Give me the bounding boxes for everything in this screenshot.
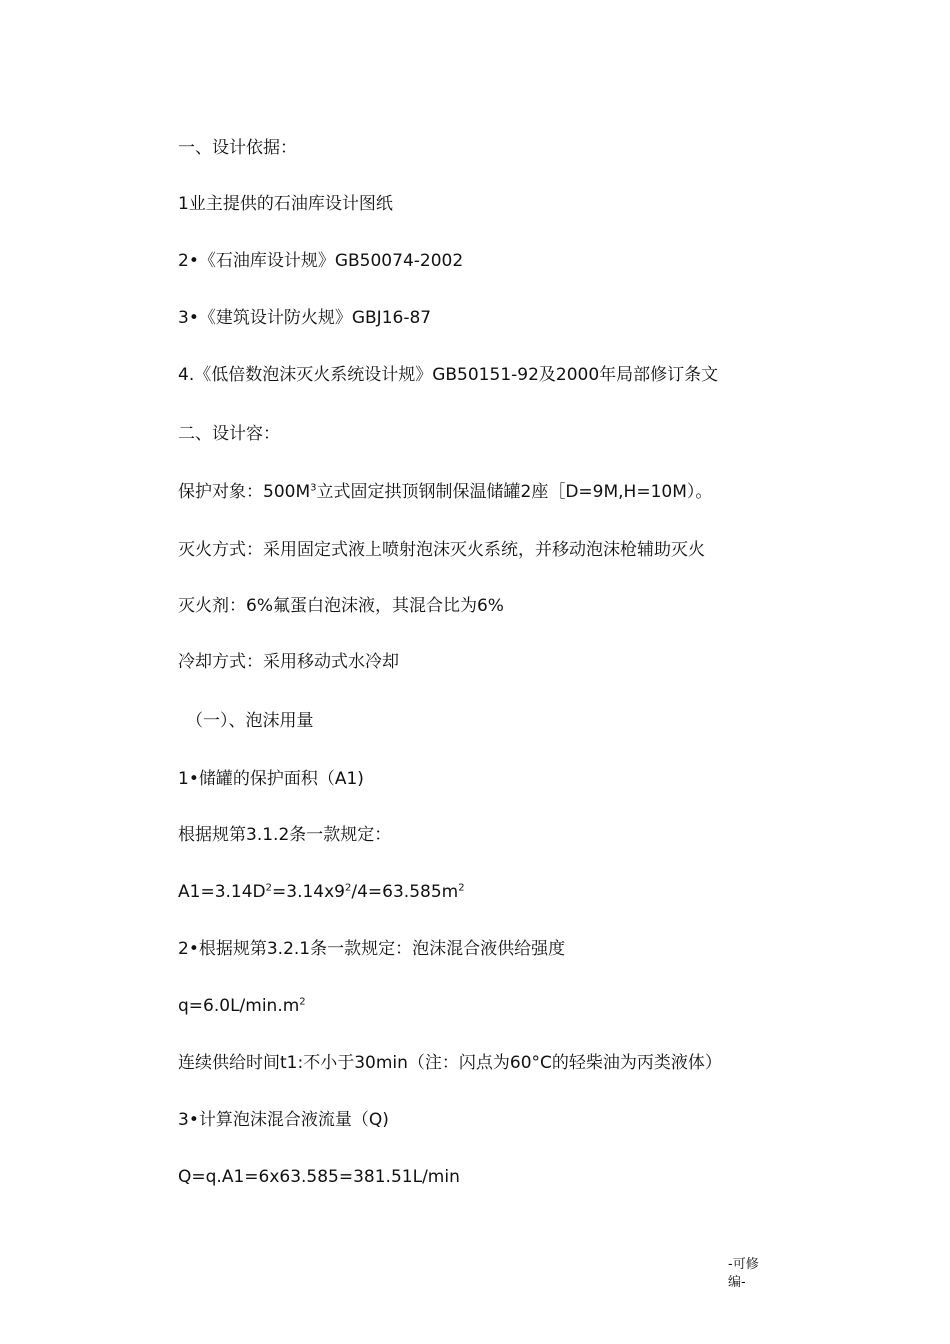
area-formula-sup-1: 2	[265, 882, 273, 894]
footer-editable-note-line-1: -可修	[728, 1257, 759, 1272]
protection-text-b: 立式固定拱顶钢制保温储罐2座［D=9M,H=10M）。	[316, 482, 713, 502]
area-formula-sup-2: 2	[345, 882, 352, 894]
area-formula-sup-3: 2	[458, 882, 465, 894]
basis-item-1: 1业主提供的石油库设计图纸	[178, 194, 393, 214]
step-2-supply-intensity: 2•根据规第3.2.1条一款规定：泡沫混合液供给强度	[178, 939, 566, 959]
step-1-protection-area: 1•储罐的保护面积（A1)	[178, 769, 364, 789]
section-heading-design-basis: 一、设计依据：	[178, 138, 297, 158]
protection-object-line	[178, 480, 712, 504]
area-formula-line	[178, 880, 465, 904]
area-formula-part-1: A1=3.14D	[178, 882, 266, 902]
intensity-value-sup: 2	[299, 996, 306, 1008]
cooling-method-line: 冷却方式：采用移动式水冷却	[178, 652, 399, 672]
flow-rate-formula-line: Q=q.A1=6x63.585=381.51L/min	[178, 1167, 460, 1187]
intensity-value-text: q=6.0L/min.m	[178, 996, 300, 1016]
area-formula-part-2: =3.14x9	[272, 882, 345, 902]
extinguishing-agent-line: 灭火剂：6%氟蛋白泡沫液，其混合比为6%	[178, 596, 504, 616]
section-heading-design-content: 二、设计容：	[178, 424, 280, 444]
protection-text-a: 保护对象：500M	[178, 482, 311, 502]
intensity-value-line	[178, 994, 306, 1018]
basis-item-3: 3•《建筑设计防火规》GBJ16-87	[178, 308, 432, 328]
regulation-3-1-2-line: 根据规第3.1.2条一款规定：	[178, 825, 392, 845]
basis-item-4: 4.《低倍数泡沫灭火系统设计规》GB50151-92及2000年局部修订条文	[178, 365, 719, 385]
area-formula-part-3: /4=63.585m	[351, 882, 459, 902]
footer-editable-note-line-2: 编-	[728, 1275, 746, 1290]
protection-superscript: 3	[310, 482, 317, 494]
extinguishing-method-line: 灭火方式：采用固定式液上喷射泡沫灭火系统，并移动泡沫枪辅助灭火	[178, 540, 705, 560]
step-3-flow-rate: 3•计算泡沫混合液流量（Q)	[178, 1110, 389, 1130]
subsection-heading-foam-usage: （一）、泡沫用量	[186, 711, 314, 731]
basis-item-2: 2•《石油库设计规》GB50074-2002	[178, 251, 464, 271]
supply-duration-line: 连续供给时间t1:不小于30min（注：闪点为60°C的轻柴油为丙类液体）	[178, 1053, 722, 1073]
